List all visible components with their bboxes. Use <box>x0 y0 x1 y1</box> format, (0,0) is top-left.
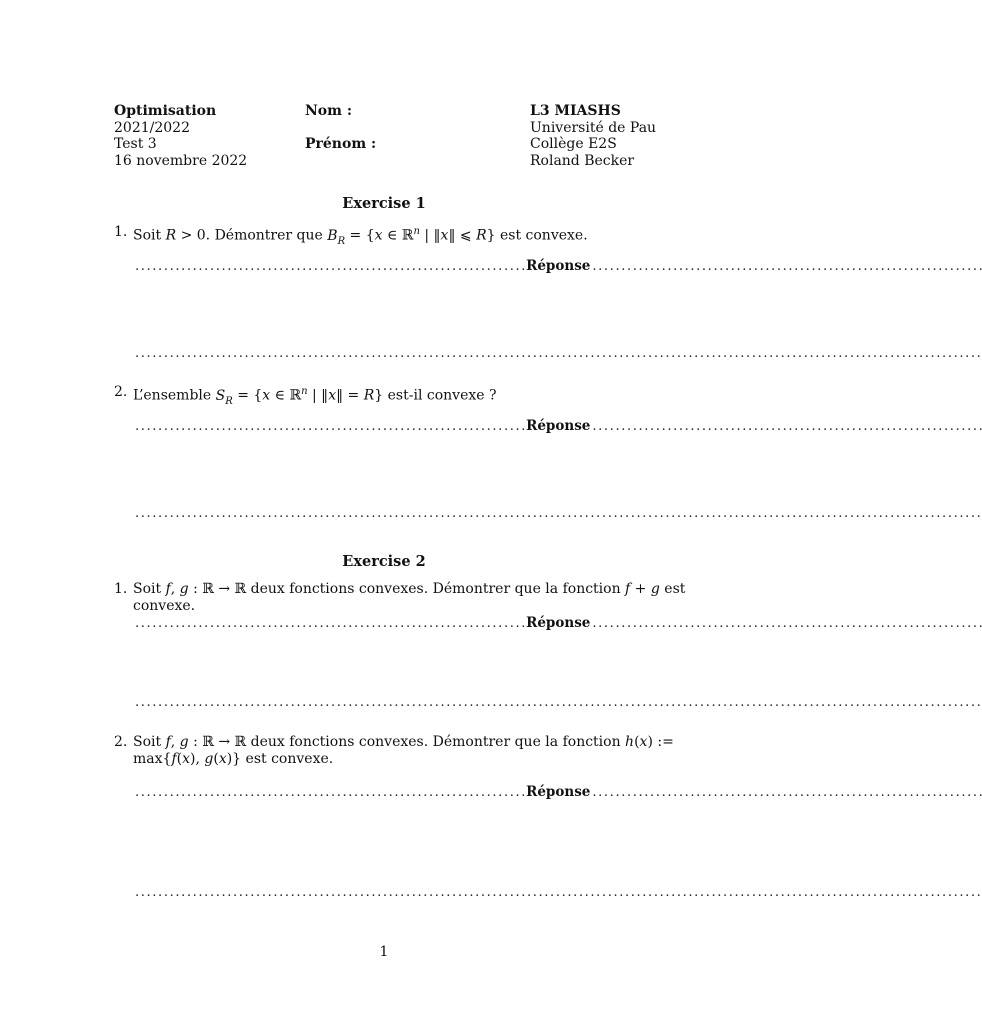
course-title: Optimisation <box>114 103 217 119</box>
answer-header-line: . . . . . . . . . . . . . . . . . . . . . . . . . . . . . . . . . . . . . . . . . . . . . . . . . . . . . . . . . . . . . . . . . . . . Réponse . . . . . . . . . . . . . . . . . . . . . . . . . . . . . . . . . . . . . . . . . . . . . . . . . . . . . . . . . . . . . . . . . . . . <box>135 784 982 800</box>
question-text: Soit f, g : ℝ → ℝ deux fonctions convexes. Démontrer que la fonction f + g est convexe. <box>133 581 686 614</box>
answer-end-line <box>135 506 675 522</box>
question-number: 1. <box>114 581 128 597</box>
exercise-1-title: Exercise 1 <box>342 195 426 212</box>
name-label: Nom : <box>305 103 352 119</box>
header-institution <box>530 103 656 169</box>
answer-label: Réponse <box>526 258 591 274</box>
answer-label: Réponse <box>526 615 591 631</box>
header-course-info <box>114 103 247 169</box>
question-number: 2. <box>114 384 128 400</box>
question-number: 1. <box>114 224 128 240</box>
question-text: Soit R > 0. Démontrer que $B_R = \{x$ ∈ ℝ$^n$ | ‖x‖ ⩽ R} est convexe. <box>133 226 588 247</box>
exercise-2-title: Exercise 2 <box>342 553 426 570</box>
answer-label: Réponse <box>526 784 591 800</box>
test-label: Test 3 <box>114 136 157 152</box>
college-label: Collège E2S <box>530 136 617 152</box>
answer-end-line <box>135 346 675 362</box>
academic-year: 2021/2022 <box>114 119 190 136</box>
page-number: 1 <box>379 944 389 960</box>
firstname-label: Prénom : <box>305 136 377 152</box>
answer-end-line <box>135 885 675 901</box>
header-student-fields <box>305 103 376 153</box>
program-label: L3 MIASHS <box>530 103 621 119</box>
test-date: 16 novembre 2022 <box>114 152 248 169</box>
university-label: Université de Pau <box>530 119 657 136</box>
answer-header-line: . . . . . . . . . . . . . . . . . . . . . . . . . . . . . . . . . . . . . . . . . . . . . . . . . . . . . . . . . . . . . . . . . . . . Réponse . . . . . . . . . . . . . . . . . . . . . . . . . . . . . . . . . . . . . . . . . . . . . . . . . . . . . . . . . . . . . . . . . . . . <box>135 418 982 434</box>
question-text: L’ensemble $S_R = \{x$ ∈ ℝ$^n$ | ‖x‖ = R} est-il convexe ? <box>133 386 497 407</box>
teacher-name: Roland Becker <box>530 152 635 169</box>
answer-header-line: . . . . . . . . . . . . . . . . . . . . . . . . . . . . . . . . . . . . . . . . . . . . . . . . . . . . . . . . . . . . . . . . . . . . Réponse . . . . . . . . . . . . . . . . . . . . . . . . . . . . . . . . . . . . . . . . . . . . . . . . . . . . . . . . . . . . . . . . . . . . <box>135 258 982 274</box>
question-text: Soit f, g : ℝ → ℝ deux fonctions convexes. Démontrer que la fonction h(x) := max{f(x), g(x)} est convexe. <box>133 734 674 767</box>
answer-end-line <box>135 695 675 711</box>
answer-header-line: . . . . . . . . . . . . . . . . . . . . . . . . . . . . . . . . . . . . . . . . . . . . . . . . . . . . . . . . . . . . . . . . . . . . Réponse . . . . . . . . . . . . . . . . . . . . . . . . . . . . . . . . . . . . . . . . . . . . . . . . . . . . . . . . . . . . . . . . . . . . <box>135 615 982 631</box>
question-number: 2. <box>114 734 128 750</box>
answer-label: Réponse <box>526 418 591 434</box>
